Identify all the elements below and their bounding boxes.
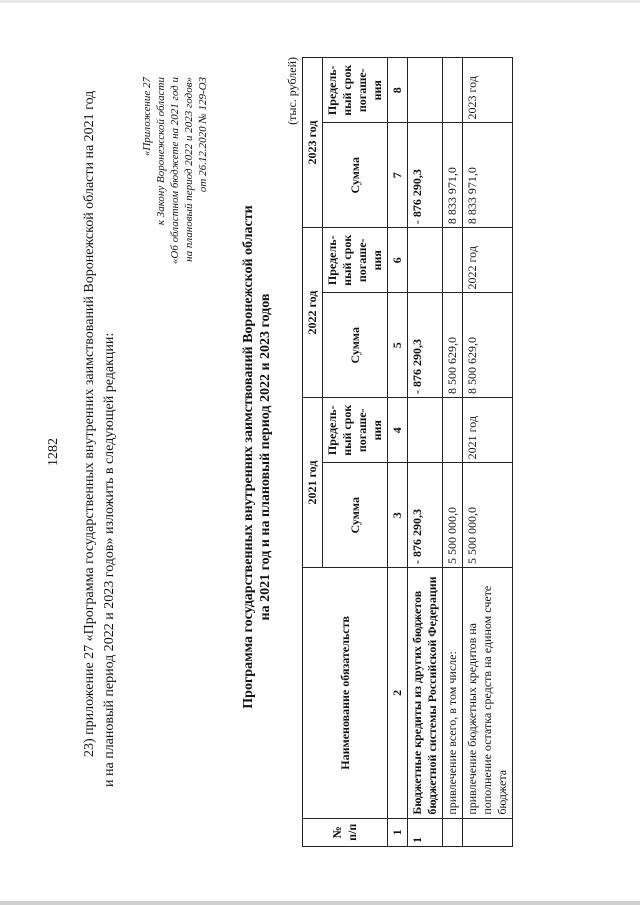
sum-2021: - 876 290,3 (408, 463, 443, 568)
row-num (463, 818, 513, 846)
term-2023 (408, 58, 443, 123)
appendix-line: от 26.12.2020 № 129-ОЗ (197, 77, 209, 193)
term-2022 (443, 228, 463, 293)
header-year-2021: 2021 год (303, 398, 323, 568)
rotated-page (40, 47, 600, 857)
table-header-row (303, 58, 323, 847)
sum-2023: 8 833 971,0 (443, 123, 463, 228)
sum-2023: - 876 290,3 (408, 123, 443, 228)
header-year-2023: 2023 год (303, 58, 323, 228)
row-num (443, 818, 463, 846)
sum-2022: 8 500 629,0 (443, 293, 463, 398)
table-row (408, 58, 443, 847)
sum-2021: 5 500 000,0 (443, 463, 463, 568)
term-2021 (408, 398, 443, 463)
header-year-2022: 2022 год (303, 228, 323, 398)
col-number: 2 (388, 568, 408, 819)
appendix-note (140, 77, 210, 327)
header-term: Предель-ный срок погаше-ния (323, 58, 388, 123)
row-num: 1 (408, 818, 443, 846)
term-2021 (443, 398, 463, 463)
header-term: Предель-ный срок погаше-ния (323, 398, 388, 463)
intro-paragraph: 23) приложение 27 «Программа государственных внутренних заимствований Воронежской области на 2021 год и на плановый период 2022 и 2023 годов» изложить в следующей редакции: (82, 90, 117, 787)
sum-2023: 8 833 971,0 (463, 123, 513, 228)
borrowing-table (302, 57, 513, 847)
appendix-line: «Об областном бюджете на 2021 год и (169, 77, 181, 265)
row-name: Бюджетные кредиты из других бюджетов бюджетной системы Российской Федерации (408, 568, 443, 819)
col-number: 8 (388, 58, 408, 123)
document-title (240, 157, 274, 757)
header-sum: Сумма (323, 293, 388, 398)
table-row (463, 58, 513, 847)
appendix-line: на плановый период 2022 и 2023 годов» (183, 77, 195, 262)
title-line: на 2021 год и на плановый период 2022 и 2023 годов (258, 293, 273, 621)
col-number: 1 (388, 818, 408, 846)
sum-2021: 5 500 000,0 (463, 463, 513, 568)
page-number: 1282 (46, 438, 61, 466)
appendix-line: к Закону Воронежской области (155, 77, 167, 226)
col-number: 7 (388, 123, 408, 228)
header-sum: Сумма (323, 123, 388, 228)
term-2022: 2022 год (463, 228, 513, 293)
row-name: привлечение всего, в том числе: (443, 568, 463, 819)
header-num: № п/п (303, 818, 388, 846)
term-2021: 2021 год (463, 398, 513, 463)
column-number-row (388, 58, 408, 847)
col-number: 6 (388, 228, 408, 293)
term-2023 (443, 58, 463, 123)
term-2023: 2023 год (463, 58, 513, 123)
term-2022 (408, 228, 443, 293)
table-row (443, 58, 463, 847)
col-number: 3 (388, 463, 408, 568)
header-name: Наименование обязательств (303, 568, 388, 819)
header-sum: Сумма (323, 463, 388, 568)
sum-2022: 8 500 629,0 (463, 293, 513, 398)
header-term: Предель-ный срок погаше-ния (323, 228, 388, 293)
title-line: Программа государственных внутренних заимствований Воронежской области (241, 205, 256, 709)
col-number: 5 (388, 293, 408, 398)
col-number: 4 (388, 398, 408, 463)
units-label: (тыс. рублей) (285, 57, 299, 125)
sum-2022: - 876 290,3 (408, 293, 443, 398)
row-name: привлечение бюджетных кредитов на пополнение остатка средств на едином счете бюджета (463, 568, 513, 819)
appendix-line: «Приложение 27 (141, 77, 153, 157)
